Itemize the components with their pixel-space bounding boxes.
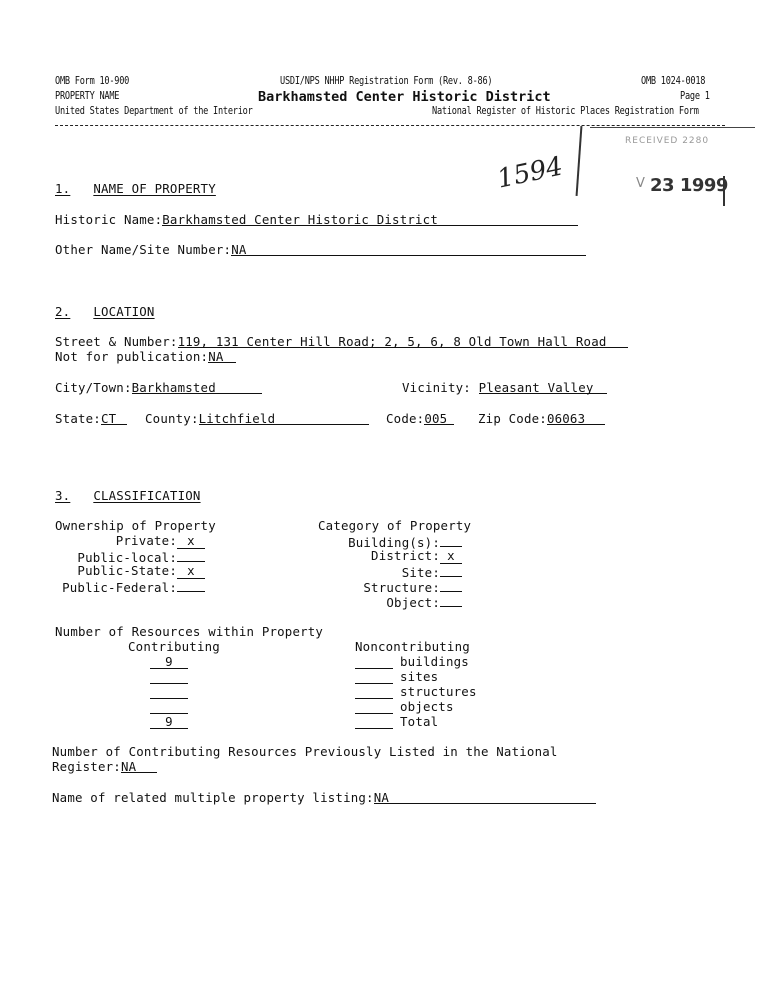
category-structure-label: Structure:: [363, 580, 440, 595]
ownership-public-state-row: [55, 563, 205, 579]
ownership-public-local-label: Public-local:: [77, 550, 177, 565]
previously-listed-label-line2: Register:: [52, 759, 121, 774]
category-district-row: [318, 548, 462, 564]
not-for-pub-label: Not for publication:: [55, 349, 209, 364]
ownership-private-row: [55, 533, 205, 549]
category-object-field[interactable]: [440, 593, 462, 607]
category-buildings-field[interactable]: [440, 533, 462, 547]
ownership-public-state-value: x: [187, 563, 195, 578]
previously-listed-field[interactable]: [121, 759, 157, 773]
stamp-top-edge: [590, 127, 755, 128]
other-name-label: Other Name/Site Number:: [55, 242, 232, 257]
stamp-left-edge: [576, 126, 583, 196]
noncontributing-total-field[interactable]: [355, 714, 393, 729]
street-field[interactable]: [178, 334, 628, 348]
ownership-public-federal-field[interactable]: [177, 578, 205, 592]
historic-name-value: Barkhamsted Center Historic District: [162, 212, 439, 227]
zip-field[interactable]: [547, 411, 605, 425]
noncontributing-label: Noncontributing: [355, 639, 470, 654]
contributing-buildings-value: 9: [165, 654, 173, 669]
other-name-row: [55, 242, 586, 257]
not-for-pub-value: NA: [208, 349, 224, 364]
city-label: City/Town:: [55, 380, 132, 395]
header-dashed-rule: [55, 125, 725, 126]
zip-value: 06063: [546, 411, 586, 426]
section1-title: NAME OF PROPERTY: [93, 181, 216, 196]
contributing-structures-field[interactable]: [150, 684, 188, 699]
category-object-row: [318, 593, 462, 610]
city-field[interactable]: [132, 380, 262, 394]
ownership-private-value: x: [187, 533, 195, 548]
resource-type-buildings: buildings: [400, 654, 469, 669]
section3-heading: [55, 488, 201, 503]
property-name-title: Barkhamsted Center Historic District: [258, 89, 551, 105]
resource-type-structures: structures: [400, 684, 477, 699]
state-label: State:: [55, 411, 101, 426]
stamp-month: V: [636, 176, 645, 191]
not-for-pub-row: [55, 349, 236, 364]
stamp-date: 23 1999: [650, 175, 728, 196]
category-site-field[interactable]: [440, 563, 462, 577]
vicinity-row: [402, 380, 607, 395]
section1-number: 1.: [55, 181, 71, 196]
state-field[interactable]: [101, 411, 127, 425]
section2-number: 2.: [55, 304, 71, 319]
form-title: USDI/NPS NHHP Registration Form (Rev. 8-86): [280, 75, 493, 87]
city-row: [55, 380, 262, 395]
category-district-value: x: [447, 548, 455, 563]
ownership-public-local-field[interactable]: [177, 548, 205, 562]
code-value: 005: [424, 411, 448, 426]
street-row: [55, 334, 628, 349]
contributing-total-value: 9: [165, 714, 173, 729]
county-row: [145, 411, 369, 426]
noncontributing-sites-field[interactable]: [355, 669, 393, 684]
department: United States Department of the Interior: [55, 105, 253, 117]
section2-heading: [55, 304, 155, 319]
resources-label: Number of Resources within Property: [55, 624, 324, 639]
historic-name-row: [55, 212, 578, 227]
multiple-listing-row: [52, 790, 596, 805]
historic-name-field[interactable]: [162, 212, 578, 226]
contributing-total-field[interactable]: [150, 714, 188, 729]
state-row: [55, 411, 127, 426]
ownership-private-field[interactable]: [177, 533, 205, 549]
other-name-field[interactable]: [231, 242, 586, 256]
multiple-listing-label: Name of related multiple property listing:: [52, 790, 374, 805]
category-structure-field[interactable]: [440, 578, 462, 592]
resource-type-objects: objects: [400, 699, 454, 714]
code-field[interactable]: [424, 411, 454, 425]
county-label: County:: [145, 411, 199, 426]
category-object-label: Object:: [386, 595, 440, 610]
section3-title: CLASSIFICATION: [93, 488, 201, 503]
previously-listed-value: NA: [120, 759, 137, 774]
resource-type-sites: sites: [400, 669, 439, 684]
historic-name-label: Historic Name:: [55, 212, 163, 227]
contributing-label: Contributing: [128, 639, 220, 654]
contributing-sites-field[interactable]: [150, 669, 188, 684]
category-buildings-label: Building(s):: [348, 535, 440, 550]
city-value: Barkhamsted: [131, 380, 216, 395]
handwritten-number: 1594: [494, 151, 566, 195]
street-label: Street & Number:: [55, 334, 178, 349]
other-name-value: NA: [231, 242, 247, 257]
form-number: OMB Form 10-900: [55, 75, 130, 87]
noncontributing-objects-field[interactable]: [355, 699, 393, 714]
zip-row: [478, 411, 605, 426]
ownership-label: Ownership of Property: [55, 518, 216, 533]
category-district-label: District:: [371, 548, 440, 563]
zip-label: Zip Code:: [478, 411, 547, 426]
code-row: [386, 411, 454, 426]
street-value: 119, 131 Center Hill Road; 2, 5, 6, 8 Old Town Hall Road: [177, 334, 607, 349]
contributing-buildings-field[interactable]: [150, 654, 188, 669]
vicinity-label: Vicinity:: [402, 380, 471, 395]
property-name-label: PROPERTY NAME: [55, 90, 120, 102]
register-title: National Register of Historic Places Registration Form: [432, 105, 699, 117]
ownership-public-federal-label: Public-Federal:: [62, 580, 177, 595]
category-label: Category of Property: [318, 518, 472, 533]
vicinity-field[interactable]: [479, 380, 607, 394]
ownership-public-state-field[interactable]: [177, 563, 205, 579]
section2-title: LOCATION: [93, 304, 155, 319]
multiple-listing-value: NA: [373, 790, 390, 805]
previously-listed-row: [52, 759, 157, 774]
category-site-label: Site:: [401, 565, 440, 580]
multiple-listing-field[interactable]: [374, 790, 596, 804]
state-value: CT: [100, 411, 117, 426]
noncontributing-structures-field[interactable]: [355, 684, 393, 699]
noncontributing-buildings-field[interactable]: [355, 654, 393, 669]
omb-number: OMB 1024-0018: [641, 75, 706, 87]
code-label: Code:: [386, 411, 425, 426]
ownership-public-federal-row: [55, 578, 205, 595]
ownership-private-label: Private:: [115, 533, 177, 548]
stamp-received: RECEIVED 2280: [625, 136, 710, 146]
vicinity-value: Pleasant Valley: [478, 380, 594, 395]
page-number: Page 1: [680, 90, 710, 102]
county-field[interactable]: [199, 411, 369, 425]
contributing-objects-field[interactable]: [150, 699, 188, 714]
section3-number: 3.: [55, 488, 71, 503]
section1-heading: [55, 181, 216, 196]
county-value: Litchfield: [198, 411, 276, 426]
not-for-pub-field[interactable]: [208, 349, 236, 363]
resource-type-total: Total: [400, 714, 439, 729]
ownership-public-state-label: Public-State:: [77, 563, 177, 578]
previously-listed-label-line1: Number of Contributing Resources Previously Listed in the National: [52, 744, 558, 759]
category-district-field[interactable]: [440, 548, 462, 564]
